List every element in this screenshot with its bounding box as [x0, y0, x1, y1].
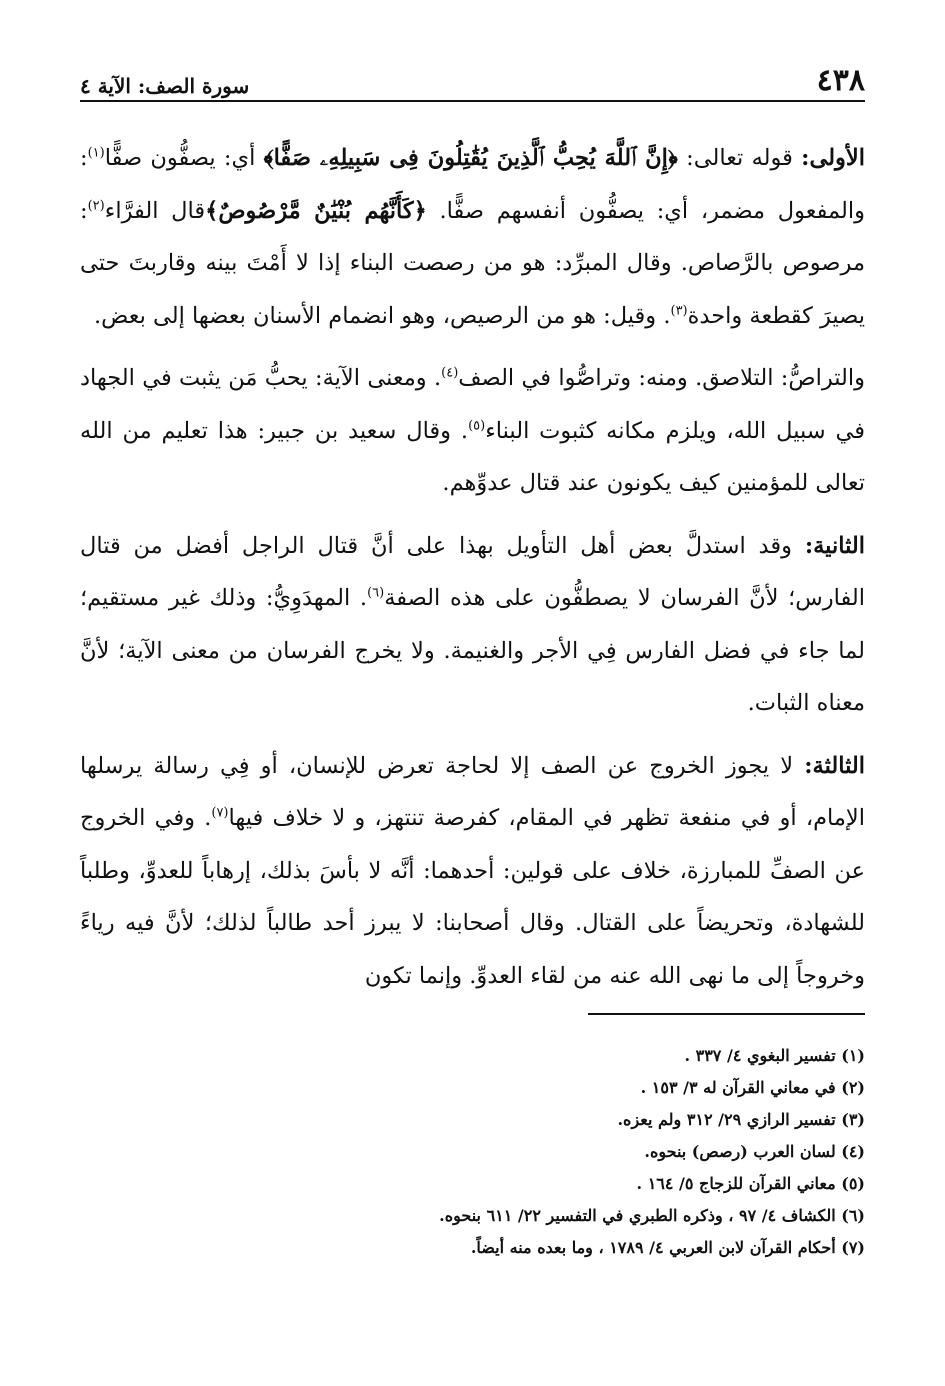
text-span: لا يجوز الخروج عن الصف إلا لحاجة تعرض للإنسان، أو فِي رسالة يرسلها الإمام، أو في منفعة تظهر في المقام، كفرصة تنتهز، و لا خلاف فيها — [80, 752, 866, 831]
footnote-ref-6[interactable]: (٦) — [367, 585, 385, 601]
paragraph-lead-first: الأولى: — [801, 145, 866, 171]
footnote-item: (٥) معاني القرآن للزجاج ٥/ ١٦٤ . — [636, 1174, 865, 1193]
quran-verse: ﴿إِنَّ ٱللَّهَ يُحِبُّ ٱلَّذِينَ يُقَٰتِلُونَ فِى سَبِيلِهِۦ صَفًّا﴾ — [263, 145, 678, 171]
text-span: . وقال سعيد بن جبير: هذا تعليم من الله تعالى للمؤمنين كيف يكونون عند قتال عدوِّهم. — [80, 417, 865, 496]
footnote-separator — [588, 1013, 865, 1015]
text-span: : والمفعول مضمر، أي: يصفُّون أنفسهم صفًّا. — [80, 145, 865, 224]
footnote-ref-7[interactable]: (٧) — [211, 805, 229, 821]
text-span: : مرصوص بالرَّصاص. وقال المبرِّد: هو من رصصت البناء إذا لا أَمْتَ بينه وقاربتَ حتى يصيرَ كقطعة واحدة — [80, 197, 865, 329]
page-number: ٤٣٨ — [816, 63, 865, 98]
text-span: . وقيل: هو من الرصيص، وهو انضمام الأسنان بعضها إلى بعض. — [94, 302, 671, 329]
text-span: . المهدَوِيُّ: وذلك غير مستقيم؛ لما جاء في فضل الفارس فِي الأجر والغنيمة. ولا يخرج الفرسان من معنى الآية؛ لأنَّ معناه الثبات. — [80, 585, 865, 716]
footnote-ref-5[interactable]: (٥) — [468, 418, 486, 433]
text-span: أي: يصفُّون صفًّا — [104, 145, 264, 171]
page-header — [80, 58, 865, 102]
footnote-item: (٣) تفسير الرازي ٢٩/ ٣١٢ ولم يعزه. — [617, 1110, 865, 1129]
text-span: والتراصُّ: التلاصق. ومنه: وتراصُّوا في الصف — [458, 365, 865, 391]
running-title: سورة الصف: الآية ٤ — [80, 74, 250, 98]
paragraph-lead-third: الثالثة: — [804, 752, 865, 779]
text-span: . ومعنى الآية: يحبُّ مَن يثبت في الجهاد في سبيل الله، ويلزم مكانه كثبوت البناء — [80, 365, 865, 444]
footnotes-list — [80, 1040, 865, 1264]
footnote-ref-3[interactable]: (٣) — [670, 303, 688, 318]
text-span: قال الفرَّاء — [104, 197, 206, 224]
quran-verse: ﴿كَأَنَّهُم بُنْيَٰنٌ مَّرْصُوصٌ﴾ — [205, 197, 427, 224]
paragraph-third — [80, 520, 865, 730]
main-text — [80, 132, 865, 1012]
text-span: . وفي الخروج عن الصفِّ للمبارزة، خلاف على قولين: أحدهما: أنَّه لا بأسَ بذلك، إرهاباً للعدوِّ، وطلباً للشهادة، وتحريضاً على القتال. وقال أصحابنا: لا يبرز أحد طالباً لذلك؛ لأنَّ فيه رياءً وخروجاً إلى ما نهى الله عنه من لقاء العدوِّ. وإنما تكون — [80, 805, 865, 989]
text-span: قوله تعالى: — [677, 145, 802, 171]
footnote-item: (٢) في معاني القرآن له ٣/ ١٥٣ . — [640, 1078, 865, 1097]
footnote-item: (١) تفسير البغوي ٤/ ٣٣٧ . — [684, 1046, 865, 1065]
footnote-item: (٧) أحكام القرآن لابن العربي ٤/ ١٧٨٩ ، وما بعده منه أيضاً. — [470, 1238, 865, 1257]
footnote-ref-4[interactable]: (٤) — [441, 365, 459, 381]
paragraph-fourth — [80, 740, 865, 1003]
footnote-item: (٦) الكشاف ٤/ ٩٧ ، وذكره الطبري في التفسير ٢٢/ ٦١١ بنحوه. — [439, 1206, 865, 1225]
text-span: وقد استدلَّ بعض أهل التأويل بهذا على أنَّ قتال الراجل أفضل من قتال الفارس؛ لأنَّ الفرسان لا يصطفُّون على هذه الصفة — [80, 532, 865, 611]
paragraph-first — [80, 132, 865, 342]
footnote-ref-1[interactable]: (١) — [87, 145, 105, 161]
paragraph-second — [80, 352, 865, 510]
footnote-ref-2[interactable]: (٢) — [87, 198, 105, 213]
footnote-item: (٤) لسان العرب (رصص) بنحوه. — [644, 1142, 865, 1161]
paragraph-lead-second: الثانية: — [804, 532, 865, 559]
